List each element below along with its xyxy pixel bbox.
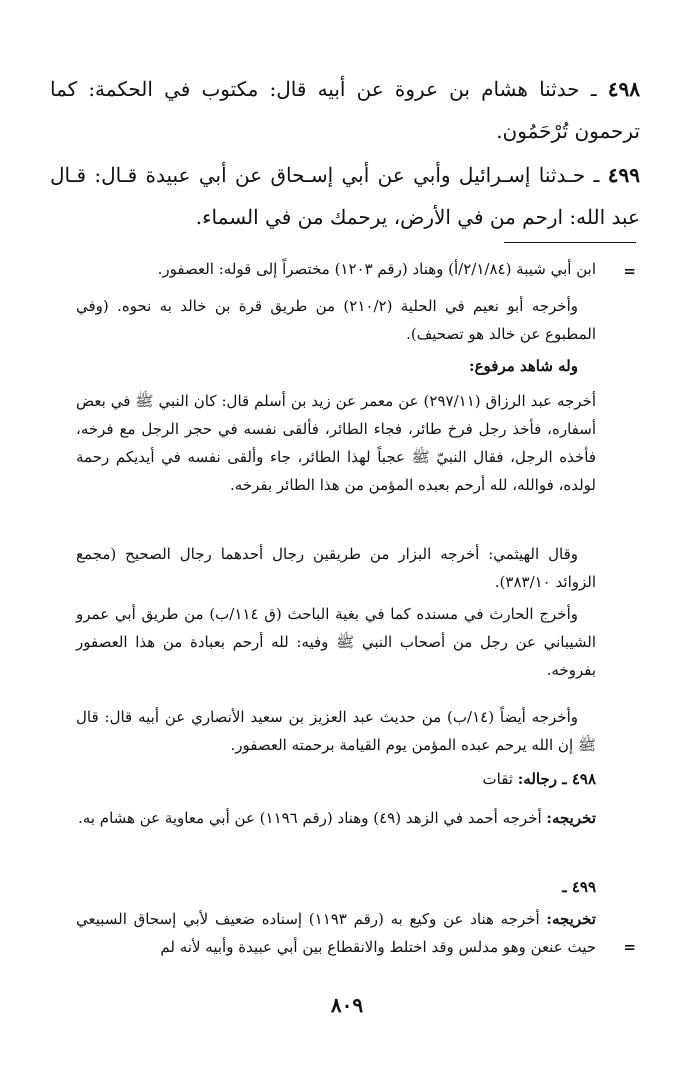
footnote-text: أخرجه عبد الرزاق (٢٩٧/١١) عن معمر عن زيد بن أسلم قال: كان النبي ﷺ في بعض أسفاره، فأخذ رجل فرخ طائر، فجاء الطائر، فألقى نفسه في حجر الرجل مع فرخه، فأخذه الرجل، فقال النبيّ ﷺ عجباً لهذا الطائر، جاء وألقى نفسه في أيديكم رحمة لولده، فوالله، لله أرحم بعبده المؤمن من هذا الطائر بفرخه. [76,392,596,494]
footnote-text: وأخرجه أبو نعيم في الحلية (٢١٠/٢) من طريق قرة بن خالد به نحوه. (وفي المطبوع عن خالد هو تصحيف). [76,297,596,343]
footnote-p10 [76,873,596,901]
hadith-text: حـدثنا إسـرائيل وأبي عن أبي إسـحاق عن أبي عبيدة قـال: قـال عبد الله: ارحم من في الأرض، يرحمك من في السماء. [50,163,640,229]
hadith-499 [50,154,640,238]
footnote-text: ثقات [482,770,513,788]
footnote-label: ٤٩٨ ـ رجاله: [517,770,596,788]
hadith-dash: ـ [585,163,600,187]
continuation-mark-bottom: = [623,938,636,956]
footnote-p4 [76,387,596,499]
footnote-text: وأخرجه أيضاً (١٤/ب) من حديث عبد العزيز بن سعيد الأنصاري عن أبيه قال: قال ﷺ إن الله يرحم عبده المؤمن يوم القيامة برحمته العصفور. [76,708,596,754]
footnote-p11 [76,905,596,961]
hadith-number: ٤٩٩ [607,163,640,187]
footnote-separator [504,242,636,243]
hadith-number: ٤٩٨ [607,77,640,101]
hadith-text: حدثنا هشام بن عروة عن أبيه قال: مكتوب في الحكمة: كما ترحمون تُرْحَمُون. [50,77,640,143]
footnote-p9 [76,804,596,832]
footnote-label: تخريجه: [546,910,596,928]
footnote-p2 [76,292,596,348]
footnote-p3 [76,352,596,380]
hadith-498 [50,68,640,152]
footnote-p7 [76,703,596,759]
footnote-text: أخرجه أحمد في الزهد (٤٩) وهناد (رقم ١١٩٦) عن أبي معاوية عن هشام به. [78,809,542,827]
footnote-label: تخريجه: [546,809,596,827]
footnote-text: وله شاهد مرفوع: [469,357,578,375]
footnote-p6 [76,600,596,684]
footnote-text: ابن أبي شيبة (٢/١/٨٤/أ) وهناد (رقم ١٢٠٣) مختصراً إلى قوله: العصفور. [157,260,596,278]
footnote-text: أخرجه هناد عن وكيع به (رقم ١١٩٣) إسناده ضعيف لأبي إسحاق السبيعي حيث عنعن وهو مدلس وقد اختلط والانقطاع بين أبي عبيدة وأبيه لأنه لم [76,910,596,956]
footnote-text: وأخرج الحارث في مسنده كما في بغية الباحث (ق ١١٤/ب) من طريق أبي عمرو الشيباني عن رجل من أصحاب النبي ﷺ وفيه: لله أرحم بعبادة من هذا العصفور بفروخه. [76,605,596,679]
page-number: ٨٠٩ [330,993,364,1017]
footnote-p8 [76,765,596,793]
footnote-p1 [76,255,596,283]
hadith-dash: ـ [579,77,597,101]
footnote-p5 [76,540,596,596]
footnote-text: وقال الهيثمي: أخرجه البزار من طريقين رجال أحدهما رجال الصحيح (مجمع الزوائد ٣٨٣/١٠). [76,545,596,591]
footnote-label: ٤٩٩ ـ [562,878,596,896]
continuation-mark-top: = [623,262,636,280]
